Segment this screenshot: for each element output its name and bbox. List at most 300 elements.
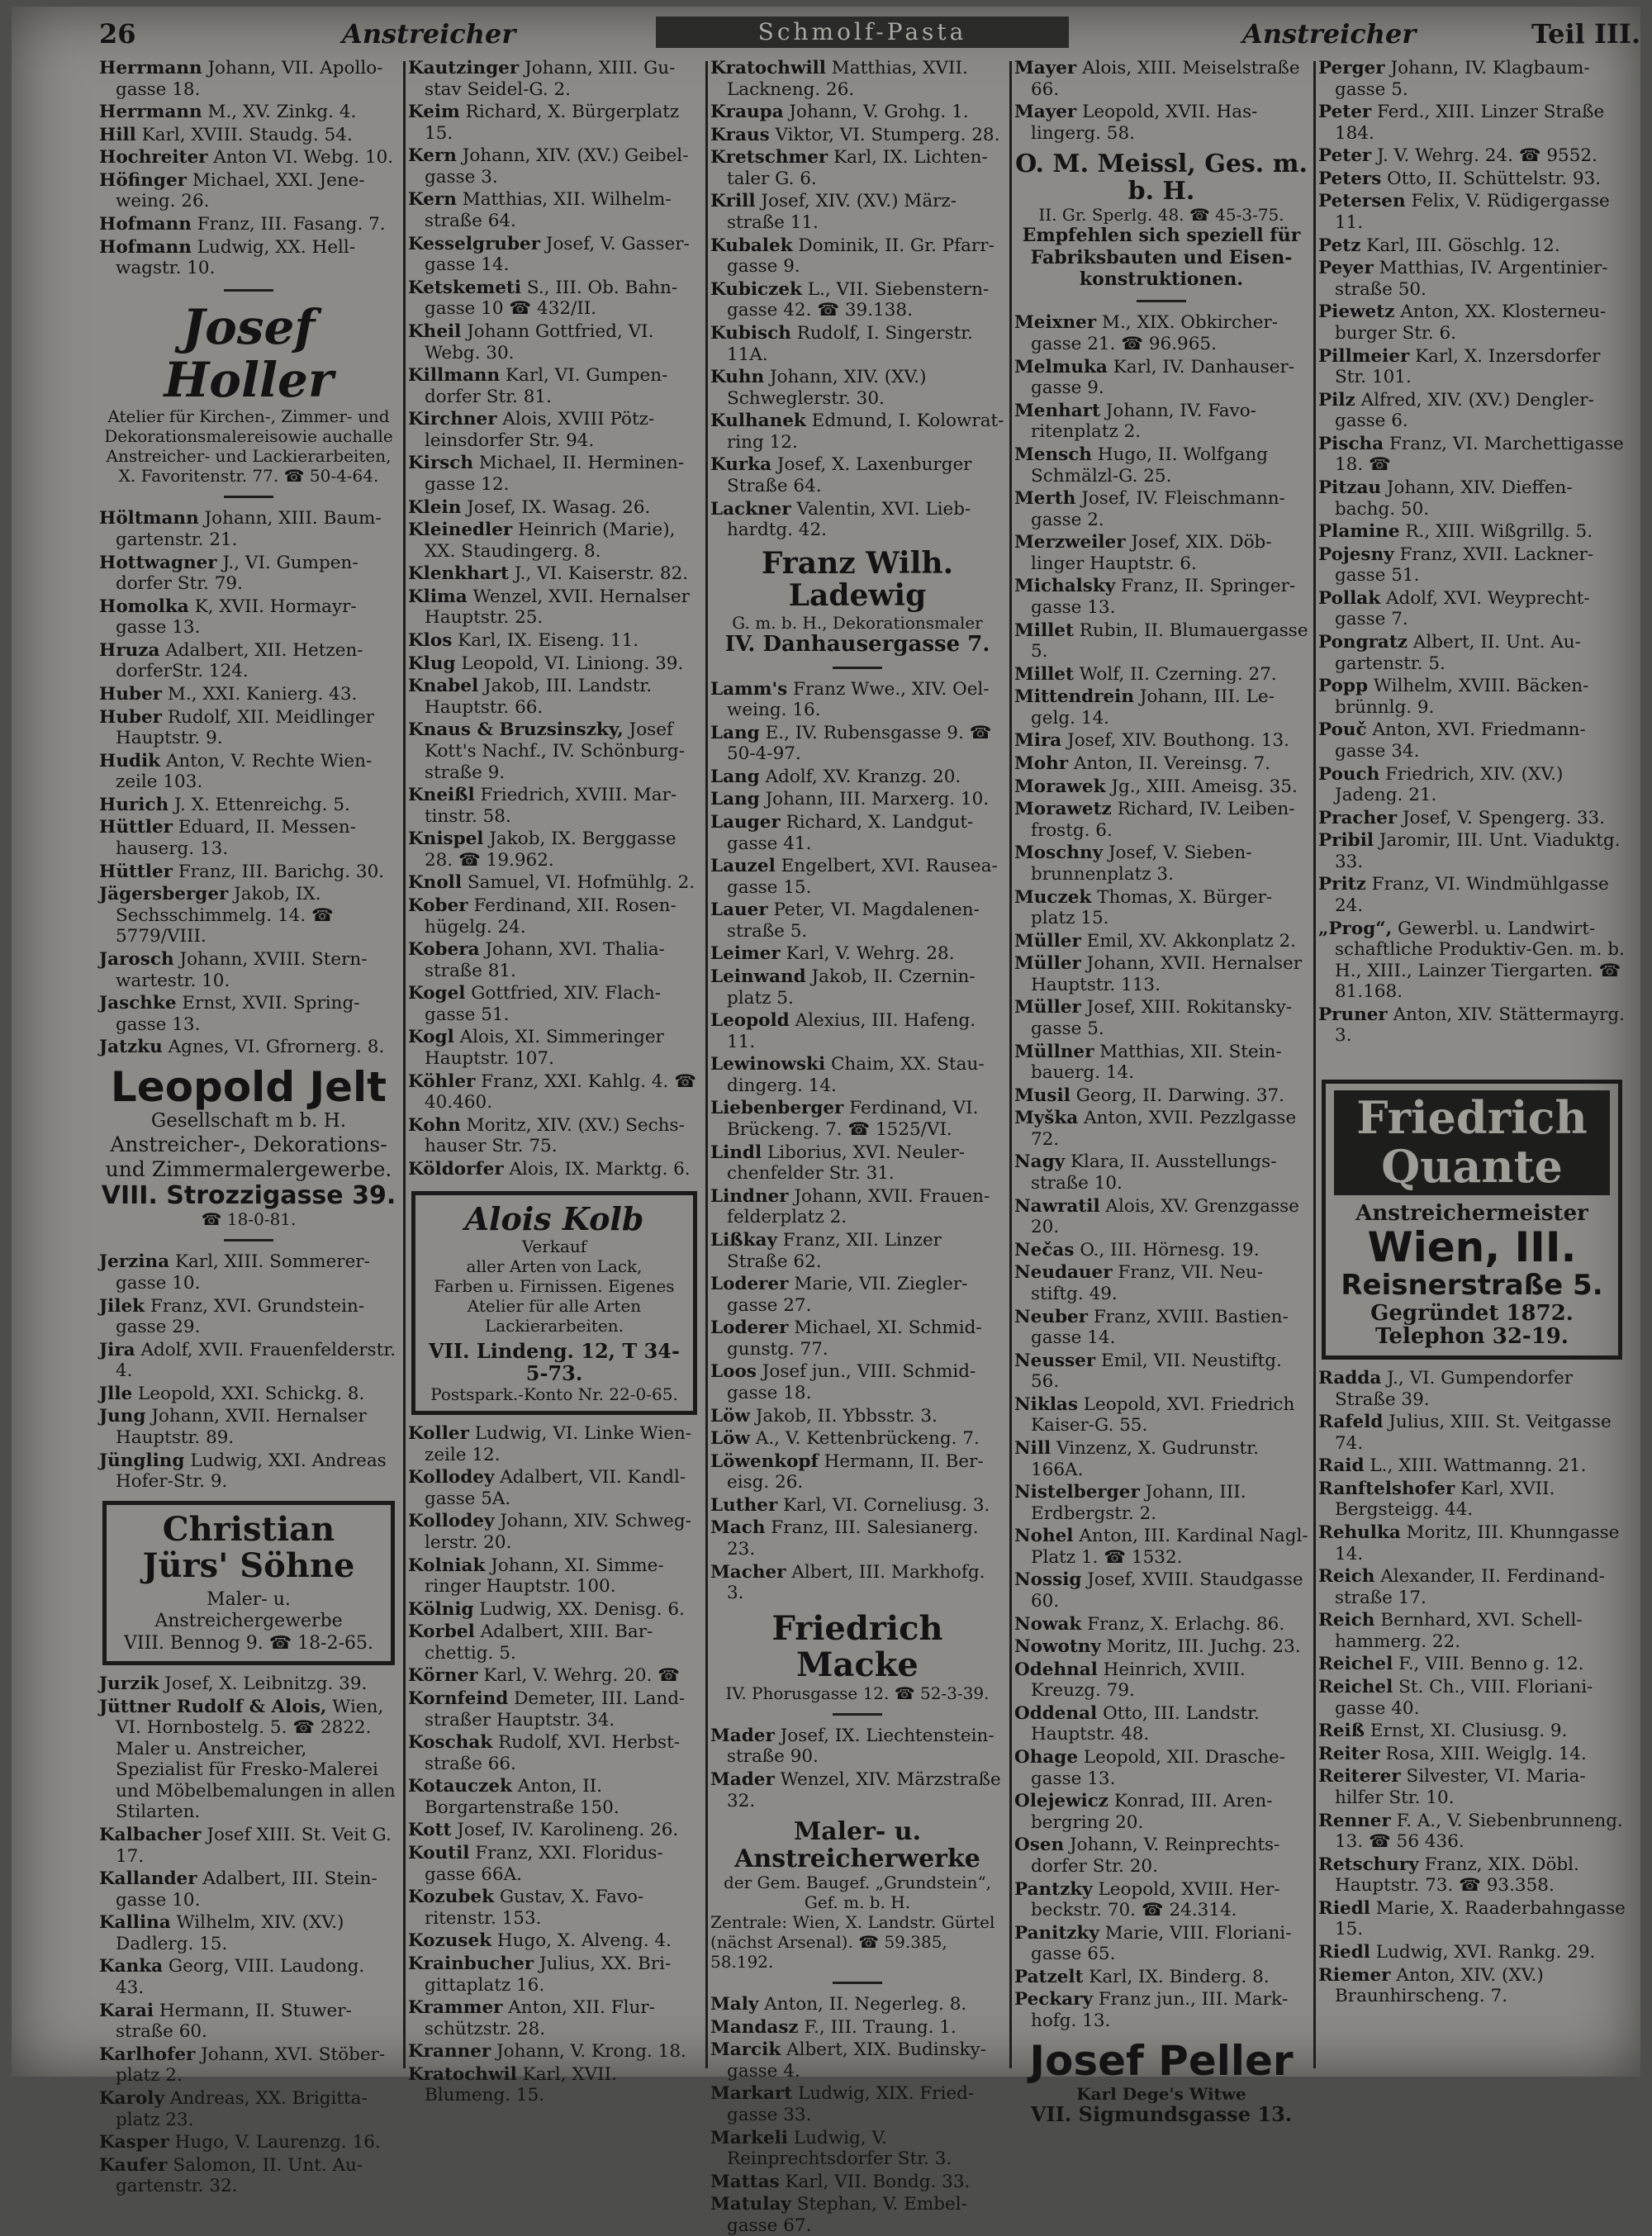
entry-details: Valentin, XVI. Liebhardtg. 42.: [727, 498, 971, 541]
advert-city: Wien, III.: [1367, 1223, 1577, 1272]
entry-name: Körner: [408, 1665, 478, 1687]
entry-details: Richard, IV. Leibenfrostg. 6.: [1031, 799, 1295, 841]
directory-entry: [710, 1428, 1004, 1450]
directory-entry: [1318, 676, 1626, 718]
entry-name: Pouč: [1318, 719, 1367, 741]
advert-line: Gef. m. b. H.: [804, 1892, 911, 1913]
entry-details: Johann, XI. Simmeringer Hauptstr. 100.: [425, 1555, 664, 1597]
entry-name: Müller: [1014, 953, 1081, 975]
entry-name: Pruner: [1318, 1004, 1388, 1025]
entry-details: Anton, II. Negerleg. 8.: [764, 1994, 967, 2015]
directory-entry: [408, 189, 700, 231]
directory-entry: [1318, 1610, 1626, 1652]
entry-details: Richard, X. Landgutgasse 41.: [727, 811, 974, 854]
entry-details: Moritz, III. Juchg. 23.: [1106, 1636, 1301, 1658]
entry-name: Klos: [408, 630, 453, 652]
entry-details: O., III. Hörnesg. 19.: [1080, 1239, 1260, 1260]
entry-details: Dominik, II. Gr. Pfarrgasse 9.: [727, 235, 995, 278]
entry-name: Kollodey: [408, 1511, 495, 1532]
entry-name: Nowak: [1014, 1613, 1082, 1635]
directory-entry: [1014, 1967, 1308, 1988]
advert-address: VII. Sigmundsgasse 13.: [1030, 2101, 1293, 2126]
entry-name: Petersen: [1318, 191, 1406, 212]
entry-name: Liebenberger: [710, 1098, 844, 1119]
directory-entry: [1318, 1654, 1626, 1675]
advert-line: Maler- u. Anstreichergewerbe: [154, 1588, 343, 1632]
directory-entry: [408, 1930, 700, 1952]
directory-entry: [1318, 544, 1626, 586]
entry-name: Kheil: [408, 320, 462, 342]
directory-entry: [710, 235, 1004, 278]
entry-details: Samuel, VI. Hofmühlg. 2.: [467, 872, 695, 894]
entry-name: Moschny: [1014, 843, 1104, 864]
directory-entry: [1014, 1351, 1308, 1393]
directory-entry: [1014, 1614, 1308, 1635]
entry-details: Franz, XVII. Lacknergasse 51.: [1335, 544, 1594, 586]
entry-details: M., XXI. Kanierg. 43.: [167, 684, 358, 705]
directory-entry: [710, 679, 1004, 721]
column-2: [408, 58, 700, 2106]
directory-entry: [1014, 1151, 1308, 1194]
entry-details: Alois, XIII. Meiselstraße 66.: [1031, 58, 1300, 100]
entry-name: Melmuka: [1014, 356, 1108, 377]
entry-details: Anton, XIV. (XV.) Braunhirscheng. 7.: [1335, 1964, 1544, 2007]
entry-name: Kratochwil: [408, 2063, 517, 2085]
directory-entry: [710, 723, 1004, 765]
entry-details: Heinrich, XVIII. Kreuzg. 79.: [1031, 1659, 1246, 1702]
entry-name: Karai: [99, 2000, 154, 2021]
entry-details: Johann, V. Reinprechtsdorfer Str. 20.: [1031, 1835, 1280, 1877]
directory-entry: [1318, 434, 1626, 476]
entry-name: Lang: [710, 789, 760, 810]
entry-details: L., XIII. Wattmanng. 21.: [1370, 1455, 1587, 1477]
entry-details: Franz, XII. Linzer Straße 62.: [727, 1229, 942, 1272]
entry-name: Nill: [1014, 1437, 1051, 1459]
entry-details: Johann, V. Krong. 18.: [496, 2041, 686, 2063]
entry-details: Johann, XIII. Baumgartenstr. 21.: [116, 508, 382, 550]
directory-entry: [1318, 521, 1626, 543]
advert-line: aller Arten von Lack,: [466, 1256, 643, 1277]
entry-name: Markeli: [710, 2127, 788, 2148]
directory-entry: [710, 2172, 1004, 2193]
advert-address: IV. Phorusgasse 12. ☎ 52-3-39.: [725, 1683, 990, 1703]
entry-name: Rafeld: [1318, 1412, 1384, 1433]
directory-entry: [408, 872, 700, 894]
entry-details: F., VIII. Benno g. 12.: [1398, 1654, 1584, 1675]
directory-entry: [1318, 1942, 1626, 1963]
entry-name: Kneißl: [408, 785, 475, 806]
entry-details: Leopold, XVII. Haslingerg. 58.: [1031, 102, 1258, 144]
directory-entry: [1014, 1042, 1308, 1084]
directory-entry: [408, 2064, 700, 2106]
entry-name: Hüttler: [99, 861, 173, 882]
entry-details: Josef XIII. St. Veit G. 17.: [116, 1825, 392, 1867]
directory-entry: [408, 895, 700, 938]
entry-details: Ludwig, XIX. Friedgasse 33.: [727, 2083, 975, 2125]
entry-details: Rudolf, XVI. Herbststraße 66.: [425, 1732, 680, 1774]
entry-name: Lewinowski: [710, 1054, 826, 1075]
entry-details: Georg, II. Darwing. 37.: [1075, 1085, 1285, 1106]
entry-name: Koller: [408, 1423, 469, 1445]
entry-name: Jung: [99, 1406, 146, 1427]
directory-entry: [710, 1994, 1004, 2015]
entry-name: Kohn: [408, 1114, 461, 1136]
advert-address: VIII. Strozzigasse 39.: [101, 1181, 396, 1211]
entry-details: Jakob, III. Landstr. Hauptstr. 66.: [425, 676, 653, 718]
entry-name: Perger: [1318, 58, 1385, 78]
advert-tagline: Empfehlen sich speziell für Fabriksbauten und Eisenkonstruktionen.: [1022, 225, 1301, 291]
advert-josef-holler: [99, 298, 398, 487]
directory-entry: [1014, 1703, 1308, 1745]
entry-details: Wenzel, XIV. Märzstraße 32.: [727, 1768, 1001, 1811]
directory-entry: [1318, 588, 1626, 630]
entry-details: Bernhard, XVI. Schellhammerg. 22.: [1335, 1610, 1583, 1652]
entry-name: Mohr: [1014, 753, 1069, 775]
entry-name: Kirchner: [408, 409, 497, 430]
entry-name: Neusser: [1014, 1350, 1096, 1371]
directory-entry: [1318, 390, 1626, 432]
advert-phone: ☎ 18-0-81.: [201, 1209, 297, 1230]
directory-entry: [99, 2132, 398, 2153]
running-head-left: Anstreicher: [342, 18, 516, 50]
entry-details: M., XIX. Obkirchergasse 21. ☎ 96.965.: [1031, 312, 1278, 355]
entry-name: Krammer: [408, 1997, 503, 2019]
directory-entry: [1318, 58, 1626, 100]
entry-name: Retschury: [1318, 1854, 1419, 1875]
directory-entry: [1318, 919, 1626, 1003]
advert-line: Farben u. Firnissen. Eigenes: [434, 1276, 675, 1297]
entry-name: Klenkhart: [408, 563, 509, 585]
advert-title: O. M. Meissl, Ges. m. b. H.: [1015, 150, 1308, 207]
entry-name: Riedl: [1318, 1897, 1370, 1919]
directory-entry: [1014, 1526, 1308, 1568]
entry-name: Kallina: [99, 1912, 171, 1934]
directory-entry: [99, 1825, 398, 1867]
entry-name: Kuhn: [710, 367, 765, 388]
directory-entry: [408, 58, 700, 100]
entry-name: Nowotny: [1014, 1636, 1101, 1658]
entry-name: Odehnal: [1014, 1659, 1098, 1680]
directory-entry: [1014, 444, 1308, 487]
directory-entry: [408, 719, 700, 783]
entry-name: Peckary: [1014, 1989, 1094, 2011]
entry-details: R., XIII. Wißgrillg. 5.: [1405, 521, 1593, 543]
entry-details: Hugo, X. Alveng. 4.: [496, 1930, 672, 1952]
entry-name: Höfinger: [99, 169, 187, 191]
entry-name: Jurzik: [99, 1673, 159, 1694]
entry-list: [99, 58, 398, 279]
directory-entry: [99, 1868, 398, 1911]
advert-line: und Zimmermalergewerbe.: [105, 1157, 392, 1182]
entry-details: Stephan, V. Embelgasse 67.: [727, 2194, 967, 2236]
directory-entry: [408, 102, 700, 144]
directory-entry: [99, 1912, 398, 1954]
entry-list: [710, 1726, 1004, 1811]
entry-details: Ludwig, XX. Denisg. 6.: [479, 1598, 685, 1620]
directory-entry: [710, 2017, 1004, 2039]
entry-name: Jaschke: [99, 993, 177, 1014]
entry-name: Nečas: [1014, 1239, 1075, 1260]
entry-name: Hottwagner: [99, 552, 217, 573]
advert-phone: Telephon 32-19.: [1375, 1324, 1569, 1350]
entry-details: Adolf, XVII. Frauenfelderstr. 4.: [116, 1339, 396, 1382]
entry-name: Kogl: [408, 1027, 454, 1048]
directory-entry: [99, 2001, 398, 2043]
entry-name: Kulhanek: [710, 411, 806, 432]
advert-meissl: [1014, 150, 1308, 290]
divider: [833, 667, 882, 669]
entry-details: Johann, IV. Favoritenplatz 2.: [1031, 400, 1256, 443]
directory-entry: [99, 795, 398, 816]
entry-name: Oddenal: [1014, 1702, 1098, 1724]
entry-name: Jilek: [99, 1295, 145, 1317]
advert-title: Christian Jürs' Söhne: [142, 1509, 355, 1585]
entry-name: Morawek: [1014, 776, 1106, 797]
entry-name: Peyer: [1318, 258, 1374, 279]
directory-entry: [710, 454, 1004, 496]
advert-title: Maler- u. Anstreicherwerke: [734, 1817, 980, 1874]
divider: [224, 289, 273, 292]
entry-details: Agnes, VI. Gfrornerg. 8.: [168, 1037, 385, 1058]
directory-entry: [1014, 102, 1308, 144]
entry-details: Ernst, XI. Clusiusg. 9.: [1370, 1721, 1568, 1742]
advert-address: VII. Lindeng. 12, T 34-5-73.: [429, 1339, 680, 1385]
directory-entry: [99, 1406, 398, 1448]
entry-details: Karl, IV. Danhausergasse 9.: [1031, 356, 1295, 399]
entry-details: Gottfried, XIV. Flachgasse 51.: [425, 983, 661, 1025]
directory-entry: [1318, 169, 1626, 190]
entry-details: Hermann, II. Bereisg. 26.: [727, 1450, 984, 1493]
entry-details: Hermann, II. Stuwerstraße 60.: [116, 2000, 352, 2043]
entry-details: Josef, XIV. (XV.) Märzstraße 11.: [727, 191, 957, 234]
column-1: [99, 58, 398, 2197]
directory-entry: [99, 596, 398, 639]
entry-name: Radda: [1318, 1367, 1382, 1389]
entry-details: Franz jun., III. Markhofg. 13.: [1031, 1989, 1289, 2031]
entry-name: Lang: [710, 766, 760, 787]
entry-details: Hugo, V. Laurenzg. 16.: [174, 2132, 381, 2153]
entry-name: Hruza: [99, 639, 160, 661]
entry-name: Peter: [1318, 102, 1372, 123]
entry-name: Keim: [408, 102, 460, 123]
directory-entry: [99, 102, 398, 123]
entry-name: Kober: [408, 895, 468, 916]
advert-christian-juers: [102, 1501, 395, 1665]
entry-details: Franz, VII. Neustiftg. 49.: [1031, 1262, 1264, 1304]
entry-details: Johann, III. Erdbergstr. 2.: [1031, 1482, 1246, 1524]
entry-details: Matthias, XII. Wilhelmstraße 64.: [425, 189, 672, 232]
entry-name: Mader: [710, 1725, 775, 1746]
advert-line: Anstreicher-, Dekorations-: [110, 1132, 387, 1157]
entry-name: Kretschmer: [710, 147, 828, 169]
entry-details: K, XVII. Hormayrgasse 13.: [116, 596, 357, 639]
directory-entry: [710, 1098, 1004, 1140]
entry-name: Menhart: [1014, 400, 1100, 421]
entry-name: Müller: [1014, 930, 1081, 952]
entry-name: Pollak: [1318, 587, 1381, 609]
entry-details: Franz, VI. Marchettigasse 18. ☎: [1335, 433, 1624, 476]
directory-entry: [408, 1115, 700, 1157]
directory-entry: [1014, 488, 1308, 530]
advert-title: Friedrich Macke: [771, 1608, 943, 1684]
entry-name: Klima: [408, 586, 468, 607]
entry-details: M., XV. Zinkg. 4.: [207, 102, 357, 123]
entry-name: Koschak: [408, 1732, 493, 1754]
entry-name: Riemer: [1318, 1964, 1391, 1986]
entry-name: Hudik: [99, 750, 161, 771]
entry-name: Mittendrein: [1014, 686, 1134, 708]
column-rule: [1313, 61, 1316, 2068]
entry-details: Johann, XIII. Gustav Seidel-G. 2.: [425, 58, 676, 100]
directory-entry: [99, 1673, 398, 1695]
running-head-right: Anstreicher: [1242, 18, 1417, 50]
directory-entry: [408, 676, 700, 718]
advert-line: X. Favoritenstr. 77. ☎ 50-4-64.: [118, 466, 379, 487]
entry-details: Karl, XVII. Bergsteigg. 44.: [1335, 1478, 1555, 1521]
directory-entry: [99, 125, 398, 146]
entry-list: [1014, 58, 1308, 144]
page-number: 26: [99, 18, 136, 50]
entry-details: Johann, XVIII. Sternwartestr. 10.: [116, 948, 368, 991]
entry-name: Müller: [1014, 997, 1081, 1018]
entry-name: Riedl: [1318, 1942, 1370, 1963]
column-rule: [705, 61, 708, 2068]
advert-friedrich-macke: [710, 1608, 1004, 1703]
divider: [1137, 300, 1186, 302]
directory-entry: [710, 1361, 1004, 1403]
directory-entry: [1318, 258, 1626, 300]
entry-name: Neudauer: [1014, 1262, 1113, 1284]
column-5: [1318, 58, 1626, 2073]
directory-entry: [408, 563, 700, 585]
directory-entry: [710, 411, 1004, 453]
entry-name: Kranner: [408, 2041, 491, 2063]
entry-details: Anton, XIV. Stättermayrg. 3.: [1335, 1004, 1626, 1047]
directory-entry: [1318, 1677, 1626, 1719]
entry-list: [710, 679, 1004, 1604]
entry-details: Alois, XVIII Pötzleinsdorfer Str. 94.: [425, 409, 655, 451]
entry-name: Mandasz: [710, 2016, 799, 2038]
entry-details: Ferdinand, VI. Brückeng. 7. ☎ 1525/VI.: [727, 1098, 979, 1141]
directory-entry: [1318, 346, 1626, 388]
entry-name: Pojesny: [1318, 544, 1394, 565]
entry-name: Kozusek: [408, 1930, 492, 1952]
entry-name: Maly: [710, 1994, 759, 2015]
entry-details: Rudolf, XII. Meidlinger Hauptstr. 9.: [116, 706, 375, 749]
entry-name: Kirsch: [408, 453, 474, 474]
entry-name: Millet: [1014, 620, 1074, 641]
entry-name: Müllner: [1014, 1041, 1094, 1062]
entry-list: [1318, 1368, 1626, 2007]
entry-name: Osen: [1014, 1835, 1065, 1856]
entry-name: Mira: [1014, 730, 1062, 752]
entry-name: Mayer: [1014, 58, 1077, 78]
entry-name: Olejewicz: [1014, 1791, 1109, 1812]
entry-details: Ludwig, XX. Hellwagstr. 10.: [116, 236, 356, 279]
directory-entry: [408, 1159, 700, 1180]
directory-entry: [99, 1296, 398, 1338]
entry-details: Josef, X. Leibnitzg. 39.: [164, 1673, 368, 1694]
entry-name: Kobera: [408, 939, 480, 961]
directory-entry: [99, 817, 398, 859]
directory-entry: [1318, 1566, 1626, 1608]
entry-name: Lamm's: [710, 678, 788, 700]
entry-name: Michalsky: [1014, 576, 1116, 597]
entry-name: Huber: [99, 684, 162, 705]
entry-details: Ludwig, VI. Linke Wienzeile 12.: [425, 1423, 692, 1465]
entry-name: Reichel: [1318, 1677, 1393, 1698]
entry-name: Jüttner Rudolf & Alois,: [99, 1696, 327, 1717]
entry-name: Kautzinger: [408, 58, 520, 78]
entry-name: Millet: [1014, 663, 1074, 685]
directory-entry: [99, 1956, 398, 1998]
directory-entry: [1014, 1747, 1308, 1789]
entry-details: Adolf, XV. Kranzg. 20.: [765, 766, 961, 787]
entry-name: Lauzel: [710, 856, 776, 877]
advert-line: Anstreicher- und Lackierarbeiten,: [106, 446, 392, 467]
entry-name: Kurka: [710, 454, 772, 476]
entry-details: Johann, XVII. Hernalser Hauptstr. 113.: [1031, 953, 1303, 995]
entry-name: Peters: [1318, 168, 1382, 189]
entry-name: Reich: [1318, 1610, 1375, 1631]
entry-details: Anton VI. Webg. 10.: [213, 147, 394, 169]
entry-details: Marie, VII. Zieglergasse 27.: [727, 1274, 968, 1316]
entry-name: Leimer: [710, 943, 781, 965]
entry-name: Musil: [1014, 1085, 1070, 1106]
entry-name: Killmann: [408, 365, 501, 387]
directory-entry: [1318, 764, 1626, 806]
directory-entry: [710, 1495, 1004, 1517]
directory-entry: [408, 1776, 700, 1818]
directory-entry: [1014, 1659, 1308, 1702]
directory-entry: [408, 453, 700, 495]
entry-details: Anton, II. Vereinsg. 7.: [1073, 753, 1271, 775]
entry-details: Eduard, II. Messenhauserg. 13.: [116, 817, 356, 860]
entry-details: Friedrich, XIV. (XV.) Jadeng. 21.: [1335, 763, 1564, 806]
directory-entry: [1318, 1412, 1626, 1454]
directory-entry: [1318, 102, 1626, 144]
entry-details: Andreas, XX. Brigittaplatz 23.: [116, 2087, 368, 2130]
directory-entry: [99, 2155, 398, 2197]
directory-entry: [710, 102, 1004, 123]
entry-details: Wilhelm, XVIII. Bäckenbrünnlg. 9.: [1335, 676, 1589, 718]
entry-name: Pouch: [1318, 763, 1380, 785]
part-number: Teil III.: [1531, 18, 1640, 50]
directory-entry: [408, 1820, 700, 1841]
directory-entry: [1014, 1989, 1308, 2031]
directory-entry: [710, 1562, 1004, 1604]
entry-details: St. Ch., VIII. Florianigasse 40.: [1335, 1677, 1593, 1719]
entry-name: Luther: [710, 1494, 778, 1516]
directory-entry: [710, 58, 1004, 100]
entry-details: Ludwig, XXI. Andreas Hofer-Str. 9.: [116, 1450, 387, 1493]
directory-entry: [710, 2194, 1004, 2236]
entry-name: Höltmann: [99, 508, 199, 529]
entry-name: Pongratz: [1318, 632, 1408, 653]
entry-details: Alois, XI. Simmeringer Hauptstr. 107.: [425, 1027, 664, 1070]
entry-name: Reiß: [1318, 1721, 1365, 1742]
entry-details: J., VI. Kaiserstr. 82.: [514, 563, 689, 585]
directory-entry: [408, 586, 700, 629]
entry-name: Leinwand: [710, 966, 806, 988]
entry-details: Adolf, XVI. Weyprechtgasse 7.: [1335, 587, 1590, 630]
directory-entry: [1014, 931, 1308, 952]
entry-list: [1014, 312, 1308, 2031]
directory-entry: [99, 1697, 398, 1823]
entry-name: Kubalek: [710, 235, 793, 256]
entry-name: Jlle: [99, 1383, 133, 1404]
entry-list: [99, 1251, 398, 1492]
